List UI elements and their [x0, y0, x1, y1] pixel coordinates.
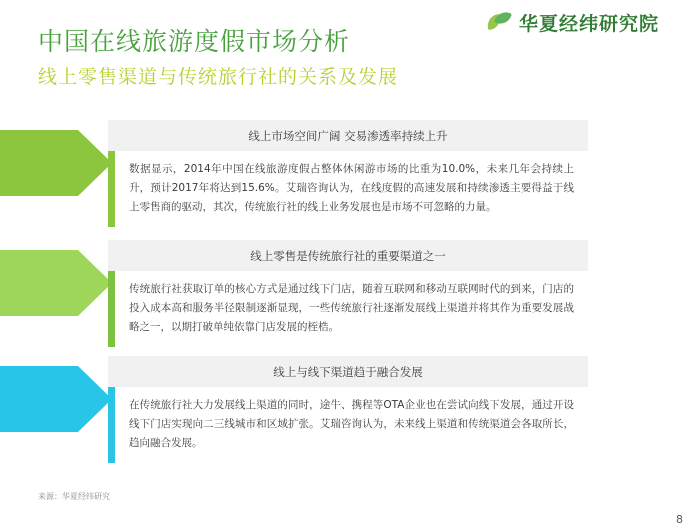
brand-logo-text: 华夏经纬研究院 [518, 12, 659, 35]
slide-footer [0, 508, 697, 530]
brand-logo [487, 8, 659, 36]
block-accent-1 [108, 151, 115, 227]
block-title-3: 线上与线下渠道趋于融合发展 [108, 356, 588, 387]
leaf-logo-icon [487, 11, 513, 33]
page-number: 8 [676, 513, 683, 526]
block-body-3: 在传统旅行社大力发展线上渠道的同时，途牛、携程等OTA企业也在尝试向线下发展，通过开设线下门店实现向二三线城市和区域扩张。艾瑞咨询认为，未来线上渠道和传统渠道会各取所长，趋向融合发展。 [129, 399, 574, 449]
block-body-1: 数据显示，2014年中国在线旅游度假占整体休闲游市场的比重为10.0%，未来几年会持续上升，预计2017年将达到15.6%。艾瑞咨询认为，在线度假的高速发展和持续渗透主要得益于线上零售商的驱动，其次，传统旅行社的线上业务发展也是市场不可忽略的力量。 [129, 163, 574, 213]
content-block-2 [108, 240, 588, 347]
block-accent-2 [108, 271, 115, 347]
arrow-marker-2 [0, 250, 112, 316]
block-body-2: 传统旅行社获取订单的核心方式是通过线下门店，随着互联网和移动互联网时代的到来，门店的投入成本高和服务半径限制逐渐显现，一些传统旅行社逐渐发展线上渠道并将其作为重要发展战略之一，以期打破单纯依靠门店发展的桎梏。 [129, 283, 574, 333]
source-note: 来源：华夏经纬研究 [38, 492, 110, 501]
arrow-marker-3 [0, 366, 112, 432]
block-accent-3 [108, 387, 115, 463]
slide-content [0, 108, 697, 488]
arrow-marker-1 [0, 130, 112, 196]
block-title-2: 线上零售是传统旅行社的重要渠道之一 [108, 240, 588, 271]
block-title-1: 线上市场空间广阔 交易渗透率持续上升 [108, 120, 588, 151]
page-subtitle: 线上零售渠道与传统旅行社的关系及发展 [38, 66, 399, 88]
page-title: 中国在线旅游度假市场分析 [38, 27, 351, 56]
slide-header [0, 0, 697, 105]
content-block-3 [108, 356, 588, 463]
content-block-1 [108, 120, 588, 227]
